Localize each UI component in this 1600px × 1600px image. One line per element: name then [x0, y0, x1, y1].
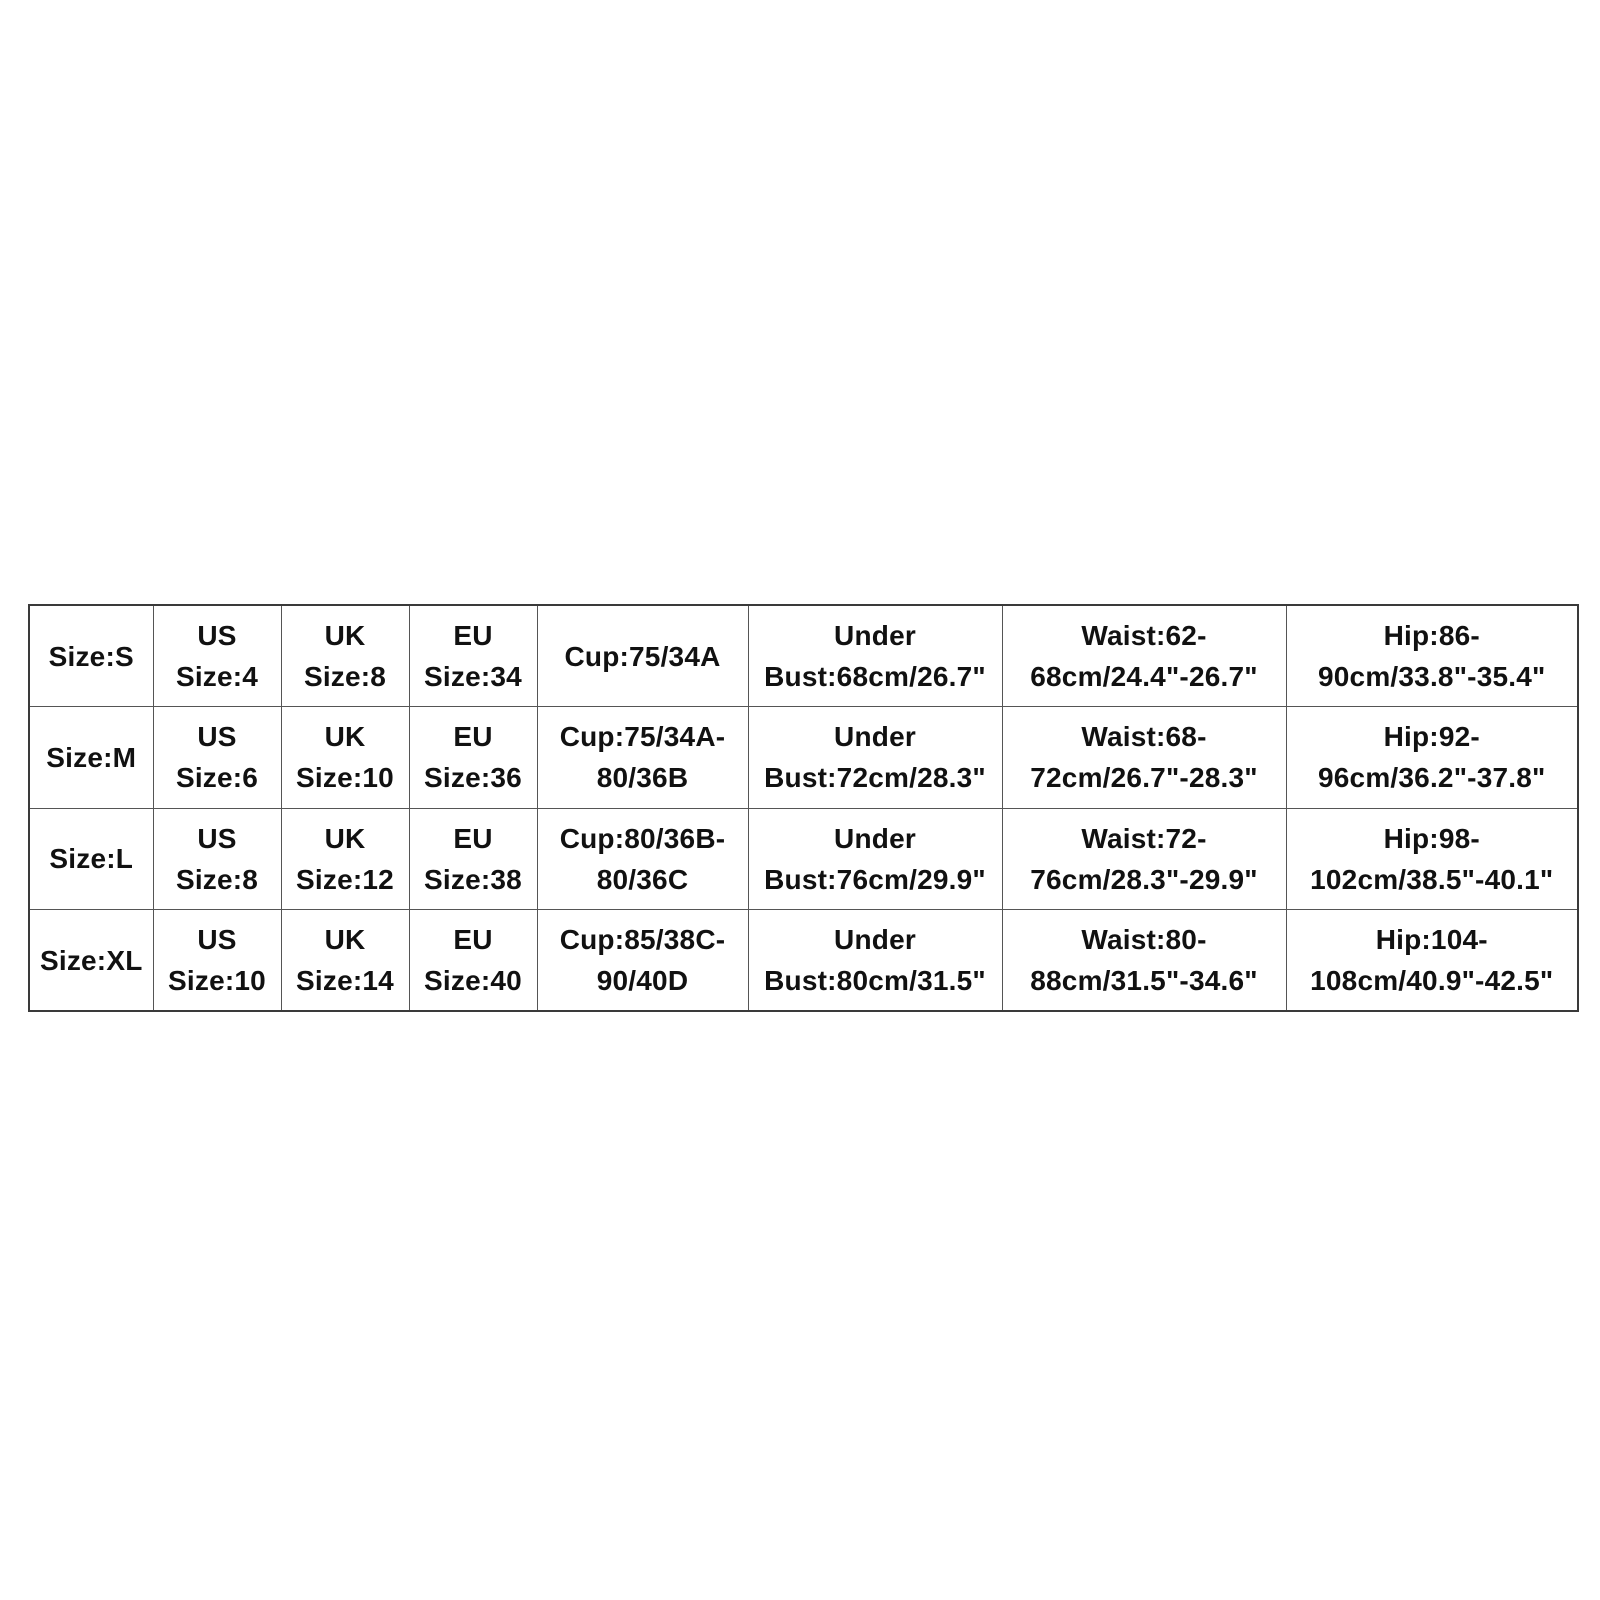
waist-cell — [1002, 808, 1286, 910]
eu-size-cell — [409, 808, 537, 910]
eu-size-cell — [409, 707, 537, 809]
under-bust-cell — [748, 808, 1002, 910]
us-size-line: US — [197, 620, 237, 651]
eu-size-line: Size:40 — [424, 965, 522, 996]
uk-size-line: UK — [324, 620, 366, 651]
us-size-line: Size:4 — [175, 661, 259, 692]
table-row — [29, 707, 1578, 809]
uk-size-line: Size:14 — [296, 965, 394, 996]
hip-cell — [1286, 605, 1578, 707]
cup-size-cell — [537, 707, 748, 809]
hip-line: Hip:98- — [1383, 822, 1480, 854]
hip-cell — [1286, 707, 1578, 809]
cup-size-line: Cup:75/34A — [564, 640, 721, 672]
uk-size-cell — [281, 605, 409, 707]
waist-line: 76cm/28.3"-29.9" — [1030, 863, 1258, 895]
size-chart-table — [28, 604, 1579, 1012]
eu-size-cell — [409, 605, 537, 707]
table-row — [29, 605, 1578, 707]
us-size-line: US — [197, 822, 237, 854]
size-label-text: Size:L — [49, 843, 134, 875]
uk-size-line: UK — [324, 822, 366, 854]
uk-size-line: UK — [324, 721, 366, 753]
eu-size-line: EU — [453, 924, 493, 955]
waist-line: 88cm/31.5"-34.6" — [1030, 965, 1258, 996]
eu-size-line: EU — [453, 721, 493, 753]
eu-size-line: Size:36 — [424, 762, 522, 794]
waist-line: Waist:68- — [1081, 721, 1207, 753]
hip-line: 96cm/36.2"-37.8" — [1318, 762, 1546, 794]
us-size-cell — [153, 707, 281, 809]
cup-size-line: 90/40D — [596, 965, 689, 996]
under-bust-cell — [748, 910, 1002, 1012]
waist-line: Waist:80- — [1081, 924, 1207, 955]
size-label-text: Size:XL — [39, 944, 143, 976]
cup-size-cell — [537, 808, 748, 910]
us-size-line: US — [197, 924, 237, 955]
eu-size-line: Size:38 — [424, 863, 522, 895]
table-row — [29, 808, 1578, 910]
size-label-cell — [29, 605, 153, 707]
cup-size-line: 80/36B — [596, 762, 689, 794]
us-size-line: Size:10 — [168, 965, 266, 996]
size-label-text: Size:S — [48, 640, 134, 672]
under-bust-cell — [748, 707, 1002, 809]
under-bust-cell — [748, 605, 1002, 707]
eu-size-line: Size:34 — [424, 661, 522, 692]
under-bust-line: Under — [834, 924, 916, 955]
cup-size-line: Cup:75/34A- — [559, 721, 726, 753]
hip-line: Hip:104- — [1375, 924, 1488, 955]
under-bust-line: Bust:72cm/28.3" — [764, 762, 986, 794]
hip-line: Hip:92- — [1383, 721, 1480, 753]
eu-size-line: EU — [453, 822, 493, 854]
under-bust-line: Under — [834, 822, 916, 854]
waist-line: Waist:62- — [1081, 620, 1207, 651]
cup-size-line: Cup:85/38C- — [559, 924, 726, 955]
cup-size-line: 80/36C — [596, 863, 689, 895]
size-label-cell — [29, 707, 153, 809]
under-bust-line: Bust:68cm/26.7" — [764, 661, 986, 692]
us-size-cell — [153, 605, 281, 707]
waist-cell — [1002, 707, 1286, 809]
size-label-text: Size:M — [46, 741, 137, 773]
uk-size-cell — [281, 707, 409, 809]
under-bust-line: Bust:80cm/31.5" — [764, 965, 986, 996]
waist-line: 68cm/24.4"-26.7" — [1030, 661, 1258, 692]
waist-cell — [1002, 910, 1286, 1012]
hip-line: Hip:86- — [1383, 620, 1480, 651]
us-size-cell — [153, 910, 281, 1012]
uk-size-line: Size:8 — [303, 661, 387, 692]
waist-line: Waist:72- — [1081, 822, 1207, 854]
hip-line: 108cm/40.9"-42.5" — [1310, 965, 1554, 996]
under-bust-line: Bust:76cm/29.9" — [764, 863, 986, 895]
hip-cell — [1286, 808, 1578, 910]
uk-size-line: UK — [324, 924, 366, 955]
eu-size-cell — [409, 910, 537, 1012]
size-chart-body — [29, 605, 1578, 1011]
hip-cell — [1286, 910, 1578, 1012]
us-size-cell — [153, 808, 281, 910]
under-bust-line: Under — [834, 721, 916, 753]
hip-line: 90cm/33.8"-35.4" — [1318, 661, 1546, 692]
eu-size-line: EU — [453, 620, 493, 651]
table-row — [29, 910, 1578, 1012]
under-bust-line: Under — [834, 620, 916, 651]
cup-size-cell — [537, 605, 748, 707]
uk-size-cell — [281, 910, 409, 1012]
uk-size-line: Size:10 — [296, 762, 394, 794]
cup-size-line: Cup:80/36B- — [559, 822, 726, 854]
size-label-cell — [29, 808, 153, 910]
waist-line: 72cm/26.7"-28.3" — [1030, 762, 1258, 794]
hip-line: 102cm/38.5"-40.1" — [1310, 863, 1554, 895]
uk-size-line: Size:12 — [296, 863, 394, 895]
cup-size-cell — [537, 910, 748, 1012]
us-size-line: US — [197, 721, 237, 753]
us-size-line: Size:6 — [175, 762, 259, 794]
us-size-line: Size:8 — [175, 863, 259, 895]
size-label-cell — [29, 910, 153, 1012]
uk-size-cell — [281, 808, 409, 910]
waist-cell — [1002, 605, 1286, 707]
